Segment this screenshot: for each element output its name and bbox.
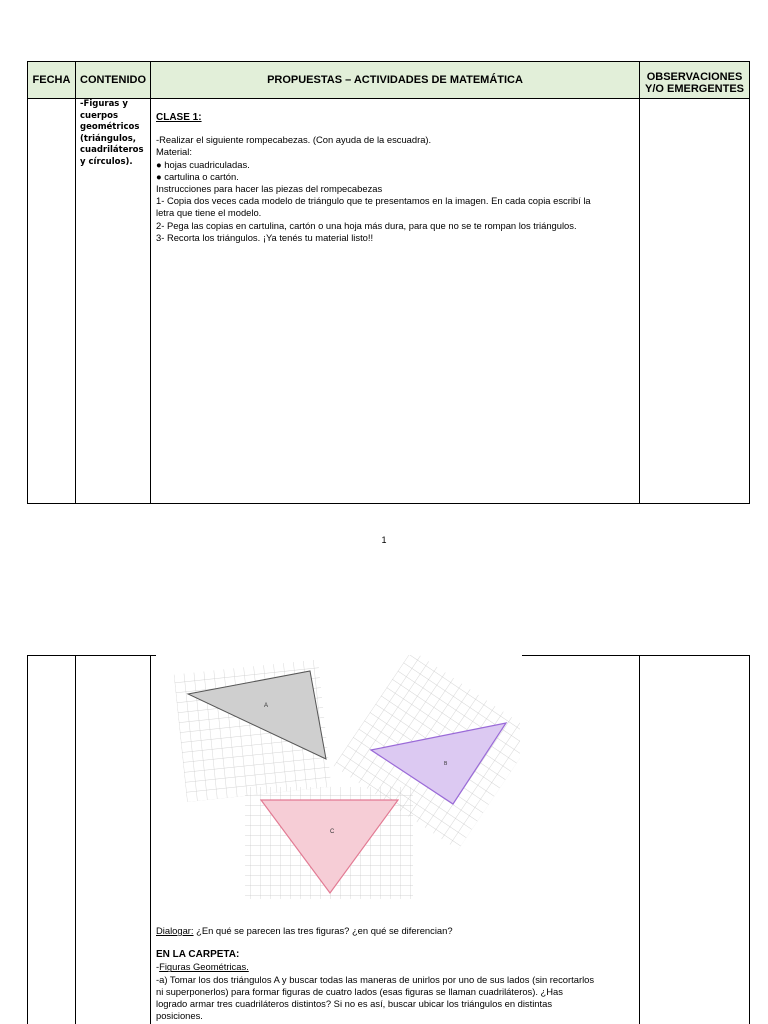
triangle-c-label: C (330, 829, 335, 835)
column-divider (75, 61, 76, 504)
dialogar-label: Dialogar: (156, 925, 194, 936)
table-border-right (749, 655, 750, 1024)
table-border-bottom (27, 503, 750, 504)
triangle-b-label: B (444, 761, 448, 767)
contenido-line: cuerpos (80, 110, 119, 121)
contenido-line: (triángulos, (80, 133, 137, 144)
column-divider (150, 655, 151, 1024)
column-divider (639, 61, 640, 504)
figuras-title: Figuras Geométricas. (159, 961, 249, 973)
instruction-step: 3- Recorta los triángulos. ¡Ya tenés tu material listo!! (156, 231, 374, 243)
clase-1-content (156, 112, 596, 244)
table-border-left (27, 61, 28, 504)
column-divider (639, 655, 640, 1024)
material-item: ● cartulina o cartón. (156, 170, 239, 182)
header-propuestas: PROPUESTAS – ACTIVIDADES DE MATEMÁTICA (267, 74, 523, 86)
contenido-cell (80, 99, 148, 168)
clase-1-title: CLASE 1: (156, 112, 202, 123)
en-la-carpeta: EN LA CARPETA: (156, 949, 240, 961)
clase-1-intro: -Realizar el siguiente rompecabezas. (Con ayuda de la escuadra). (156, 134, 432, 146)
contenido-line: cuadriláteros (80, 145, 144, 155)
header-fecha: FECHA (32, 74, 71, 86)
column-divider (150, 61, 151, 504)
dialogar-line (156, 925, 596, 937)
material-label: Material: (156, 146, 192, 158)
material-item: ● hojas cuadriculadas. (156, 158, 250, 170)
activity-paragraph: -a) Tomar los dos triángulos A y buscar todas las maneras de unirlos por uno de sus lados (sin recortarlos ni superponerlos) para formar figuras de cuatro lados (esas figuras se llaman cuadriláteros). ¿Has logrado armar tres cuadriláteros distintos? Si no es así, buscar ubicar los triángulos en distintas posiciones. (156, 973, 595, 1022)
instruction-step: 1- Copia dos veces cada modelo de triángulo que te presentamos en la imagen. En cada copia escribí la letra que tiene el modelo. (156, 195, 591, 219)
page-2-content (156, 925, 596, 1022)
dialogar-text: ¿En qué se parecen las tres figuras? ¿en qué se diferencian? (193, 925, 453, 936)
column-divider (75, 655, 76, 1024)
page-number: 1 (381, 535, 387, 545)
instruction-step: 2- Pega las copias en cartulina, cartón o una hoja más dura, para que no se te rompan los triángulos. (156, 219, 577, 231)
table-border-left (27, 655, 28, 1024)
contenido-line: -Figuras y (80, 99, 128, 109)
figuras-prefix: - (156, 961, 160, 973)
table-border-right (749, 61, 750, 504)
contenido-line: geométricos (80, 122, 140, 132)
table-border-top (522, 655, 750, 656)
header-observaciones: OBSERVACIONES Y/O EMERGENTES (644, 71, 745, 95)
header-contenido: CONTENIDO (80, 74, 146, 86)
triangles-figure (160, 655, 520, 905)
contenido-line: y círculos). (80, 156, 133, 167)
table-border-top (27, 655, 156, 656)
triangle-a-label: A (264, 703, 269, 709)
figuras-line (156, 961, 596, 973)
instructions-title: Instrucciones para hacer las piezas del rompecabezas (156, 183, 383, 195)
